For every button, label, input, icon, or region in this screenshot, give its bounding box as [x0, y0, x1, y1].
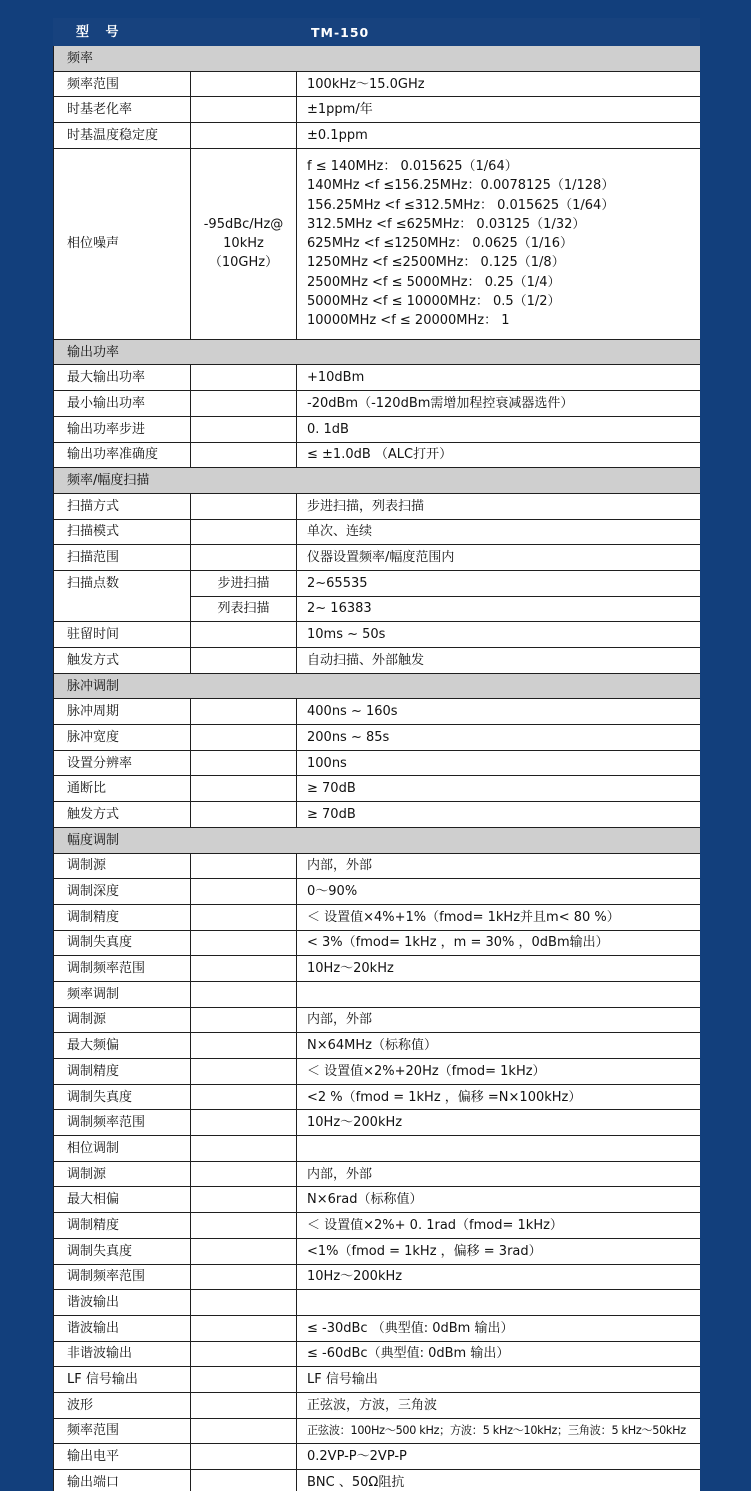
table-row — [54, 1470, 701, 1491]
row-value: ±0.1ppm — [297, 123, 701, 149]
row-label: 最大输出功率 — [54, 365, 191, 391]
row-label: 调制源 — [54, 1007, 191, 1033]
phase-noise-line: f ≤ 140MHz： 0.015625（1/64） — [307, 158, 518, 174]
row-value: 10Hz～200kHz — [297, 1110, 701, 1136]
table-row — [54, 879, 701, 905]
table-row — [54, 776, 701, 802]
row-label: 调制频率范围 — [54, 1264, 191, 1290]
row-value: 0～90% — [297, 879, 701, 905]
table-row-phase-noise — [54, 148, 701, 339]
row-value: 步进扫描，列表扫描 — [297, 493, 701, 519]
spec-sheet — [53, 18, 700, 1491]
table-row — [54, 1264, 701, 1290]
table-row — [54, 97, 701, 123]
row-label: 扫描方式 — [54, 493, 191, 519]
table-row — [54, 648, 701, 674]
row-label: 输出端口 — [54, 1470, 191, 1491]
sub-label: 步进扫描 — [191, 570, 297, 596]
table-row — [54, 416, 701, 442]
table-row — [54, 545, 701, 571]
table-row — [54, 1392, 701, 1418]
table-row — [54, 1161, 701, 1187]
row-label: 扫描点数 — [54, 570, 191, 621]
row-label: 频率调制 — [54, 981, 191, 1007]
row-value: 内部，外部 — [297, 853, 701, 879]
phase-noise-line: 5000MHz <f ≤ 10000MHz： 0.5（1/2） — [307, 293, 561, 309]
table-header — [54, 19, 701, 46]
section-title: 幅度调制 — [54, 827, 701, 853]
row-value: 正弦波，方波，三角波 — [297, 1392, 701, 1418]
row-label: 脉冲宽度 — [54, 725, 191, 751]
row-value: 0.2VP-P～2VP-P — [297, 1444, 701, 1470]
table-row — [54, 930, 701, 956]
row-value: -20dBm（-120dBm需增加程控衰减器选件） — [297, 391, 701, 417]
row-value — [297, 1290, 701, 1316]
table-row — [54, 391, 701, 417]
row-label: LF 信号输出 — [54, 1367, 191, 1393]
row-value: ≤ -60dBc（典型值: 0dBm 输出） — [297, 1341, 701, 1367]
row-value: +10dBm — [297, 365, 701, 391]
row-value: 仪器设置频率/幅度范围内 — [297, 545, 701, 571]
table-row — [54, 699, 701, 725]
table-row — [54, 123, 701, 149]
row-value: LF 信号输出 — [297, 1367, 701, 1393]
row-value: 100kHz～15.0GHz — [297, 71, 701, 97]
row-label: 通断比 — [54, 776, 191, 802]
phase-noise-spec-line: -95dBc/Hz@ — [203, 216, 284, 232]
row-label: 时基温度稳定度 — [54, 123, 191, 149]
table-row — [54, 1136, 701, 1162]
row-label: 相位调制 — [54, 1136, 191, 1162]
section-header — [54, 46, 701, 72]
row-label: 最大相偏 — [54, 1187, 191, 1213]
section-title: 输出功率 — [54, 339, 701, 365]
row-label: 相位噪声 — [54, 148, 191, 339]
row-label: 调制频率范围 — [54, 1110, 191, 1136]
table-row — [54, 1213, 701, 1239]
row-value — [297, 1136, 701, 1162]
table-row — [54, 1341, 701, 1367]
row-label: 时基老化率 — [54, 97, 191, 123]
row-label: 最小输出功率 — [54, 391, 191, 417]
table-row — [54, 904, 701, 930]
phase-noise-list — [297, 148, 701, 339]
row-label: 触发方式 — [54, 648, 191, 674]
row-value: 10Hz～200kHz — [297, 1264, 701, 1290]
row-value: 0. 1dB — [297, 416, 701, 442]
table-row — [54, 981, 701, 1007]
phase-noise-spec — [191, 148, 297, 339]
row-value: 10ms ~ 50s — [297, 622, 701, 648]
table-row — [54, 1418, 701, 1444]
table-row — [54, 750, 701, 776]
row-label: 波形 — [54, 1392, 191, 1418]
table-row — [54, 1059, 701, 1085]
table-row — [54, 956, 701, 982]
row-label: 扫描范围 — [54, 545, 191, 571]
section-title: 频率 — [54, 46, 701, 72]
row-label: 调制失真度 — [54, 1084, 191, 1110]
row-label: 调制精度 — [54, 904, 191, 930]
table-row — [54, 442, 701, 468]
row-value: N×64MHz（标称值） — [297, 1033, 701, 1059]
row-value: 自动扫描、外部触发 — [297, 648, 701, 674]
phase-noise-line: 156.25MHz <f ≤312.5MHz： 0.015625（1/64） — [307, 197, 615, 213]
row-label: 调制源 — [54, 853, 191, 879]
row-label: 调制失真度 — [54, 1238, 191, 1264]
row-label: 调制精度 — [54, 1059, 191, 1085]
section-title: 频率/幅度扫描 — [54, 468, 701, 494]
section-header — [54, 827, 701, 853]
section-title: 脉冲调制 — [54, 673, 701, 699]
row-label: 驻留时间 — [54, 622, 191, 648]
table-row — [54, 570, 701, 596]
table-row — [54, 71, 701, 97]
row-label: 输出电平 — [54, 1444, 191, 1470]
model-value: TM-150 — [297, 19, 701, 46]
row-label: 调制源 — [54, 1161, 191, 1187]
section-header — [54, 468, 701, 494]
phase-noise-line: 312.5MHz <f ≤625MHz： 0.03125（1/32） — [307, 216, 586, 232]
row-value: ±1ppm/年 — [297, 97, 701, 123]
phase-noise-spec-line: 10kHz — [223, 236, 264, 252]
table-row — [54, 493, 701, 519]
row-value: < 3%（fmod= 1kHz ，m = 30% ，0dBm输出） — [297, 930, 701, 956]
row-label: 扫描模式 — [54, 519, 191, 545]
table-row — [54, 1007, 701, 1033]
table-row — [54, 1084, 701, 1110]
row-value: 200ns ~ 85s — [297, 725, 701, 751]
row-value: 正弦波：100Hz～500 kHz；方波：5 kHz～10kHz；三角波：5 kHz～50kHz — [297, 1418, 701, 1444]
table-row — [54, 802, 701, 828]
row-value: 10Hz～20kHz — [297, 956, 701, 982]
row-label: 调制精度 — [54, 1213, 191, 1239]
row-value: 内部，外部 — [297, 1161, 701, 1187]
row-label: 调制失真度 — [54, 930, 191, 956]
table-row — [54, 1238, 701, 1264]
row-value: 100ns — [297, 750, 701, 776]
table-row — [54, 1367, 701, 1393]
row-label: 谐波输出 — [54, 1290, 191, 1316]
table-row — [54, 725, 701, 751]
row-value: ＜ 设置值×2%+ 0. 1rad（fmod= 1kHz） — [297, 1213, 701, 1239]
row-value: ≤ -30dBc （典型值: 0dBm 输出） — [297, 1315, 701, 1341]
section-header — [54, 673, 701, 699]
phase-noise-line: 2500MHz <f ≤ 5000MHz： 0.25（1/4） — [307, 274, 561, 290]
row-value: N×6rad（标称值） — [297, 1187, 701, 1213]
table-row — [54, 1315, 701, 1341]
row-value: 2~65535 — [297, 570, 701, 596]
table-row — [54, 1444, 701, 1470]
row-label: 频率范围 — [54, 71, 191, 97]
section-header — [54, 339, 701, 365]
row-value: 内部，外部 — [297, 1007, 701, 1033]
row-value: 400ns ~ 160s — [297, 699, 701, 725]
row-label: 输出功率准确度 — [54, 442, 191, 468]
row-label: 调制深度 — [54, 879, 191, 905]
phase-noise-line: 10000MHz <f ≤ 20000MHz： 1 — [307, 313, 510, 329]
row-value: <2 %（fmod = 1kHz ，偏移 =N×100kHz） — [297, 1084, 701, 1110]
table-row — [54, 1033, 701, 1059]
row-label: 非谐波输出 — [54, 1341, 191, 1367]
table-row — [54, 365, 701, 391]
row-value: 2~ 16383 — [297, 596, 701, 622]
table-row — [54, 622, 701, 648]
table-row — [54, 853, 701, 879]
row-value: BNC 、50Ω阻抗 — [297, 1470, 701, 1491]
row-label: 输出功率步进 — [54, 416, 191, 442]
phase-noise-line: 140MHz <f ≤156.25MHz：0.0078125（1/128） — [307, 178, 615, 194]
row-label: 触发方式 — [54, 802, 191, 828]
row-value: 单次、连续 — [297, 519, 701, 545]
model-label: 型 号 — [54, 19, 297, 46]
row-label: 调制频率范围 — [54, 956, 191, 982]
row-label: 脉冲周期 — [54, 699, 191, 725]
row-value: ＜ 设置值×2%+20Hz（fmod= 1kHz） — [297, 1059, 701, 1085]
table-row — [54, 1187, 701, 1213]
table-row — [54, 519, 701, 545]
row-value: ≥ 70dB — [297, 802, 701, 828]
table-row — [54, 1290, 701, 1316]
phase-noise-spec-line: （10GHz） — [208, 255, 279, 271]
phase-noise-line: 625MHz <f ≤1250MHz： 0.0625（1/16） — [307, 236, 573, 252]
table-row — [54, 1110, 701, 1136]
phase-noise-line: 1250MHz <f ≤2500MHz： 0.125（1/8） — [307, 255, 565, 271]
row-label: 设置分辨率 — [54, 750, 191, 776]
row-value: ≥ 70dB — [297, 776, 701, 802]
sub-label: 列表扫描 — [191, 596, 297, 622]
row-value: ＜ 设置值×4%+1%（fmod= 1kHz并且m< 80 %） — [297, 904, 701, 930]
row-label: 最大频偏 — [54, 1033, 191, 1059]
spec-table — [53, 18, 700, 1491]
row-value: ≤ ±1.0dB （ALC打开） — [297, 442, 701, 468]
row-label: 频率范围 — [54, 1418, 191, 1444]
row-label: 谐波输出 — [54, 1315, 191, 1341]
row-value — [297, 981, 701, 1007]
row-value: <1%（fmod = 1kHz ，偏移 = 3rad） — [297, 1238, 701, 1264]
